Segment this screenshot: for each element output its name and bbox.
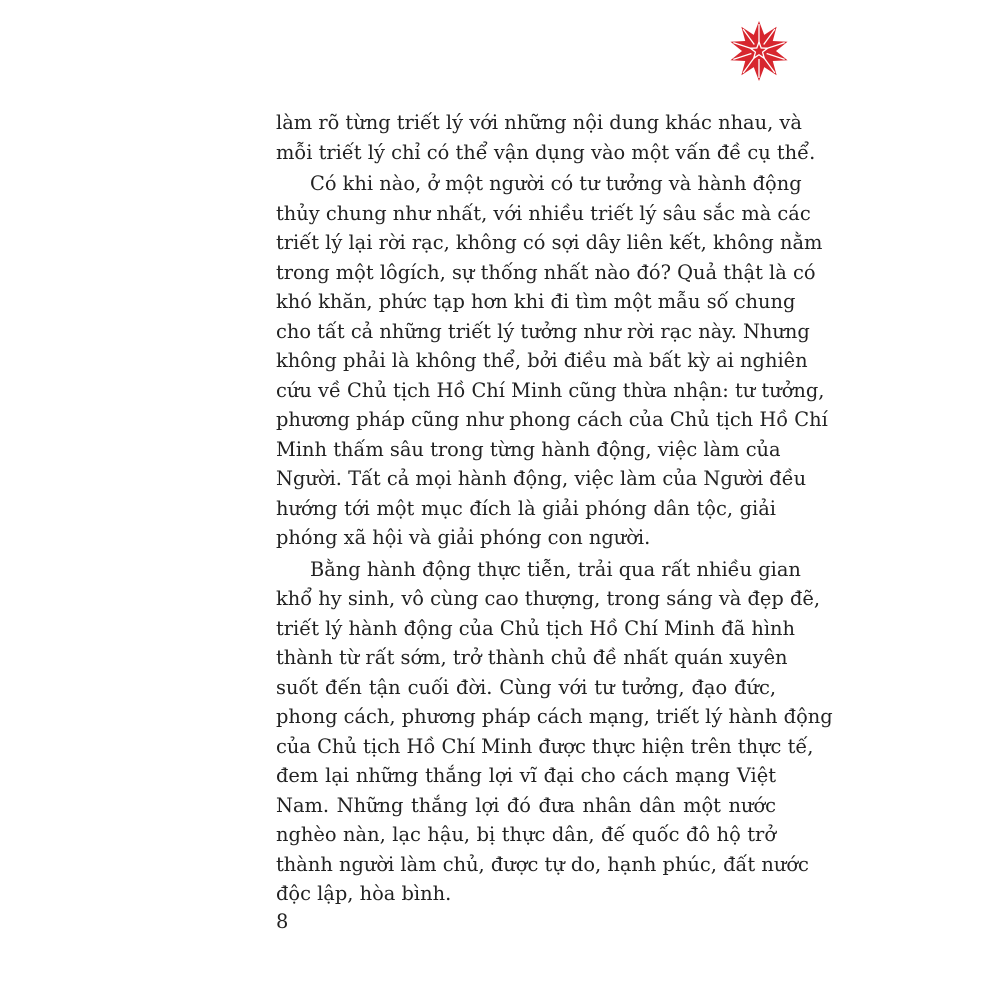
text-line: cứu về Chủ tịch Hồ Chí Minh cũng thừa nhận: tư tưởng, <box>276 378 825 402</box>
paragraph <box>276 555 833 909</box>
text-line: thành người làm chủ, được tự do, hạnh phúc, đất nước <box>276 852 809 876</box>
text-line: phóng xã hội và giải phóng con người. <box>276 526 651 549</box>
text-line: không phải là không thể, bởi điều mà bất kỳ ai nghiên <box>276 349 808 372</box>
star-emblem-icon <box>728 20 790 82</box>
text-line: triết lý lại rời rạc, không có sợi dây liên kết, không nằm <box>276 231 823 254</box>
body-text <box>276 108 833 909</box>
text-line: mỗi triết lý chỉ có thể vận dụng vào một vấn đề cụ thể. <box>276 140 816 164</box>
text-line: phong cách, phương pháp cách mạng, triết lý hành động <box>276 705 833 728</box>
text-line: hướng tới một mục đích là giải phóng dân tộc, giải <box>276 496 776 520</box>
text-line: Bằng hành động thực tiễn, trải qua rất nhiều gian <box>310 557 801 581</box>
text-line: làm rõ từng triết lý với những nội dung khác nhau, và <box>276 111 802 134</box>
text-line: thành từ rất sớm, trở thành chủ đề nhất quán xuyên <box>276 646 788 669</box>
text-line: đem lại những thắng lợi vĩ đại cho cách mạng Việt <box>276 764 776 787</box>
text-line: triết lý hành động của Chủ tịch Hồ Chí Minh đã hình <box>276 616 795 640</box>
text-line: Minh thấm sâu trong từng hành động, việc làm của <box>276 437 781 461</box>
text-line: nghèo nàn, lạc hậu, bị thực dân, đế quốc đô hộ trở <box>276 823 776 846</box>
text-line: thủy chung như nhất, với nhiều triết lý sâu sắc mà các <box>276 201 811 225</box>
text-line: cho tất cả những triết lý tưởng như rời rạc này. Nhưng <box>276 319 810 343</box>
text-line: Có khi nào, ở một người có tư tưởng và hành động <box>310 172 802 195</box>
text-line: khổ hy sinh, vô cùng cao thượng, trong sáng và đẹp đẽ, <box>276 587 821 610</box>
text-line: suốt đến tận cuối đời. Cùng với tư tưởng, đạo đức, <box>276 675 776 699</box>
page-number: 8 <box>276 910 289 933</box>
paragraph <box>276 108 816 167</box>
text-line: Nam. Những thắng lợi đó đưa nhân dân một nước <box>276 793 776 817</box>
text-line: của Chủ tịch Hồ Chí Minh được thực hiện trên thực tế, <box>276 734 814 758</box>
text-line: độc lập, hòa bình. <box>276 882 452 905</box>
paragraph <box>276 169 828 553</box>
text-line: trong một lôgích, sự thống nhất nào đó? Quả thật là có <box>276 260 816 284</box>
text-line: Người. Tất cả mọi hành động, việc làm của Người đều <box>276 467 807 490</box>
text-line: khó khăn, phức tạp hơn khi đi tìm một mẫu số chung <box>276 290 796 313</box>
text-line: phương pháp cũng như phong cách của Chủ tịch Hồ Chí <box>276 408 828 431</box>
